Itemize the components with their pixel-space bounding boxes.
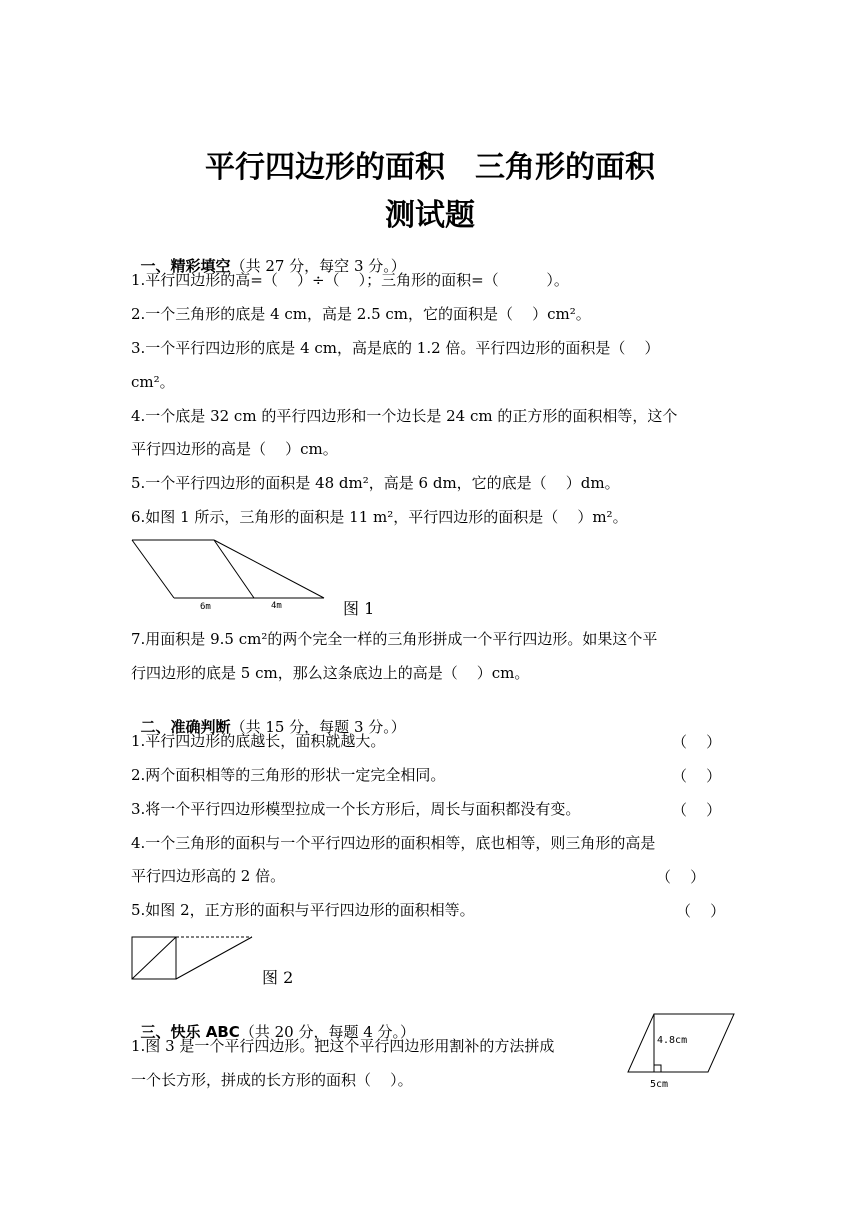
s2-answer-paren-3[interactable]: （ ） bbox=[672, 801, 722, 819]
s3-question-1a: 1.图 3 是一个平行四边形。把这个平行四边形用割补的方法拼成 bbox=[131, 1037, 555, 1055]
fig1-label-6m: 6m bbox=[200, 602, 211, 612]
section2-heading: 二、准确判断 bbox=[140, 718, 231, 736]
section3-note: （共 20 分，每题 4 分。） bbox=[239, 1023, 416, 1041]
s1-question-1: 1.平行四边形的高=（ ）÷（ ）；三角形的面积=（ ）。 bbox=[131, 271, 569, 289]
s2-answer-paren-4[interactable]: （ ） bbox=[656, 868, 706, 886]
s1-question-4b: 平行四边形的高是（ ）cm。 bbox=[131, 440, 338, 458]
page-title: 平行四边形的面积 三角形的面积 bbox=[205, 150, 655, 185]
s2-question-4b: 平行四边形高的 2 倍。 bbox=[131, 867, 286, 885]
fig1-label-4m: 4m bbox=[271, 601, 282, 611]
s2-answer-paren-1[interactable]: （ ） bbox=[672, 733, 722, 751]
s1-question-7a: 7.用面积是 9.5 cm²的两个完全一样的三角形拼成一个平行四边形。如果这个平 bbox=[131, 630, 658, 648]
s2-answer-paren-2[interactable]: （ ） bbox=[672, 767, 722, 785]
s2-question-1: 1.平行四边形的底越长，面积就越大。 bbox=[131, 732, 386, 750]
section3-heading: 三、快乐 ABC bbox=[140, 1023, 240, 1041]
s2-question-5: 5.如图 2，正方形的面积与平行四边形的面积相等。 bbox=[131, 901, 475, 919]
fig3-label-base: 5cm bbox=[650, 1079, 669, 1090]
s1-question-5: 5.一个平行四边形的面积是 48 dm²，高是 6 dm，它的底是（ ）dm。 bbox=[131, 474, 620, 492]
section2-note: （共 15 分，每题 3 分。） bbox=[230, 718, 406, 736]
figure-1-diagram bbox=[128, 536, 328, 612]
s2-question-2: 2.两个面积相等的三角形的形状一定完全相同。 bbox=[131, 766, 446, 784]
section1-heading: 一、精彩填空 bbox=[140, 257, 231, 275]
s1-question-2: 2.一个三角形的底是 4 cm，高是 2.5 cm，它的面积是（ ）cm²。 bbox=[131, 305, 591, 323]
s1-question-7b: 行四边形的底是 5 cm，那么这条底边上的高是（ ）cm。 bbox=[131, 664, 530, 682]
s1-question-4a: 4.一个底是 32 cm 的平行四边形和一个边长是 24 cm 的正方形的面积相等，这个 bbox=[131, 407, 678, 425]
figure-2-diagram bbox=[130, 934, 256, 982]
section1-note: （共 27 分，每空 3 分。） bbox=[230, 257, 406, 275]
s1-question-3a: 3.一个平行四边形的底是 4 cm，高是底的 1.2 倍。平行四边形的面积是（ ） bbox=[131, 339, 660, 357]
figure-2-caption: 图 2 bbox=[262, 968, 294, 987]
page-subtitle: 测试题 bbox=[385, 198, 475, 233]
figure-3-diagram bbox=[622, 1010, 742, 1092]
s2-answer-paren-5[interactable]: （ ） bbox=[676, 902, 726, 920]
s1-question-3b: cm²。 bbox=[131, 373, 175, 391]
s1-question-6: 6.如图 1 所示，三角形的面积是 11 m²，平行四边形的面积是（ ）m²。 bbox=[131, 508, 628, 526]
fig3-label-height: 4.8cm bbox=[657, 1035, 688, 1046]
figure-1-caption: 图 1 bbox=[343, 599, 375, 618]
s2-question-4a: 4.一个三角形的面积与一个平行四边形的面积相等，底也相等，则三角形的高是 bbox=[131, 834, 656, 852]
s3-question-1b: 一个长方形，拼成的长方形的面积（ ）。 bbox=[131, 1071, 413, 1089]
s2-question-3: 3.将一个平行四边形模型拉成一个长方形后，周长与面积都没有变。 bbox=[131, 800, 581, 818]
